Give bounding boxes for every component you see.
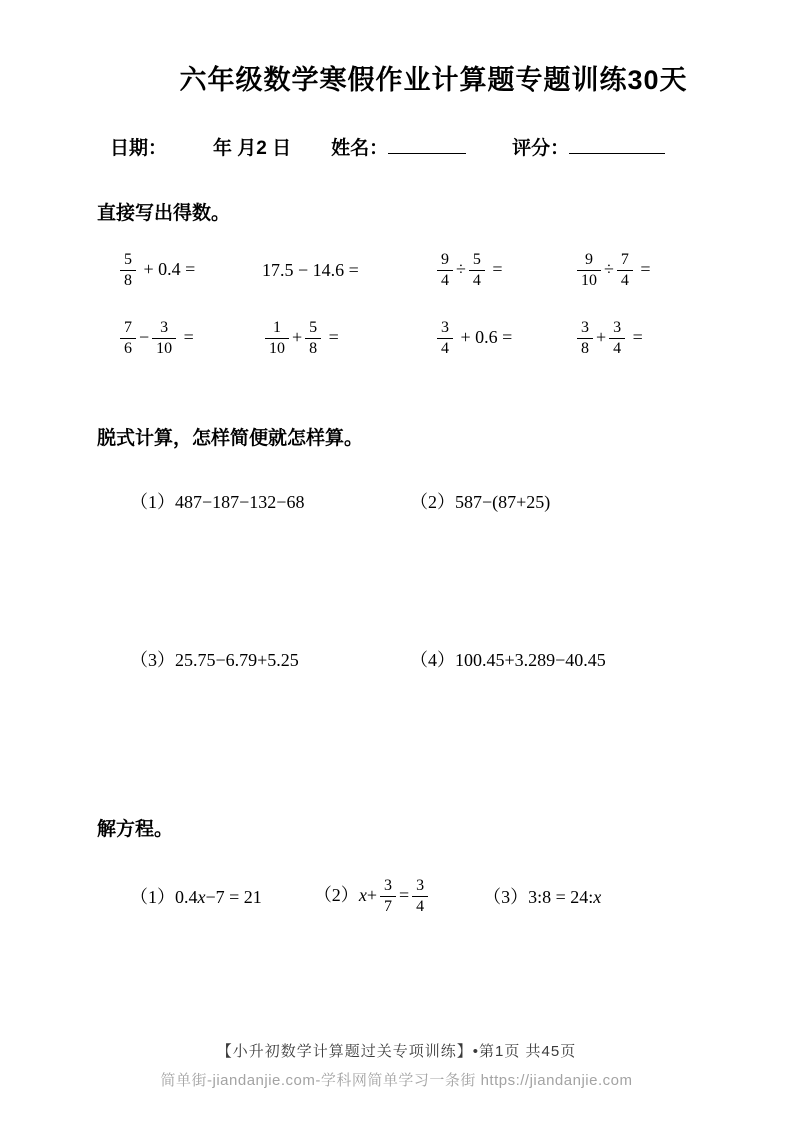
problem-label: （1）: [130, 887, 175, 908]
fraction: $\frac{1}{10}$: [265, 319, 289, 359]
problem: [130, 646, 410, 672]
section2-heading: 脱式计算，怎样简便就怎样算。: [97, 427, 364, 449]
name-blank: [388, 134, 466, 154]
header-line: [97, 133, 733, 160]
problem: [410, 646, 733, 672]
math-expression: $\frac{1}{10}$ + $\frac{5}{8}$ =: [262, 319, 434, 359]
problem: [130, 883, 262, 909]
math-expression: $\frac{3}{8}$ + $\frac{3}{4}$ =: [574, 319, 733, 359]
fraction: $\frac{3}{8}$: [577, 319, 593, 359]
problem: [483, 883, 601, 909]
fraction: $\frac{9}{4}$: [437, 251, 453, 291]
math-expression: 25.75−6.79+5.25: [175, 649, 299, 670]
math-expression: $\frac{5}{8}$ + 0.4 =: [117, 251, 262, 291]
section2-row-2: [97, 646, 733, 672]
footer-site-link: 简单街-jiandanjie.com-学科网简单学习一条街 https://jiandanjie.com: [160, 1072, 633, 1089]
score-blank: [569, 134, 665, 154]
problem-label: （2）: [313, 884, 359, 905]
fraction: $\frac{7}{6}$: [120, 319, 136, 359]
math-expression: $\frac{9}{10}$ ÷ $\frac{7}{4}$ =: [574, 251, 733, 291]
fraction: $\frac{3}{4}$: [412, 877, 428, 917]
math-expression: 100.45+3.289−40.45: [455, 649, 606, 670]
problem: [130, 488, 410, 514]
math-variable: x: [593, 887, 602, 908]
fraction: $\frac{3}{4}$: [437, 319, 453, 359]
name-label: 姓名：: [331, 138, 389, 159]
math-expression: $\frac{7}{6}$ − $\frac{3}{10}$ =: [117, 319, 262, 359]
fraction: $\frac{5}{8}$: [305, 319, 321, 359]
math-expression: $\frac{3}{4}$ + 0.6 =: [434, 319, 574, 359]
math-expression: 3:8 = 24:x: [528, 887, 602, 908]
page-footer: [0, 1040, 793, 1090]
math-variable: x: [358, 884, 367, 905]
math-expression: x+ $\frac{3}{7}$ = $\frac{3}{4}$: [359, 885, 431, 905]
math-expression: 587−(87+25): [455, 491, 551, 512]
fraction: $\frac{9}{10}$: [577, 251, 601, 291]
section3-row: [97, 877, 733, 917]
math-expression: $\frac{9}{4}$ ÷ $\frac{5}{4}$ =: [434, 251, 574, 291]
date-value: 年 月2 日: [213, 138, 292, 159]
section2-row-1: [97, 488, 733, 514]
math-expression: 487−187−132−68: [175, 491, 305, 512]
section3-heading: 解方程。: [97, 818, 174, 840]
fraction: $\frac{5}{4}$: [469, 251, 485, 291]
fraction: $\frac{5}{8}$: [120, 251, 136, 291]
problem: [410, 488, 733, 514]
problem-label: （1）: [130, 491, 175, 512]
score-label: 评分：: [512, 138, 570, 159]
section1-problem-grid: [97, 251, 733, 359]
problem-label: （3）: [483, 887, 529, 908]
page-title: 六年级数学寒假作业计算题专题训练30天: [179, 65, 688, 95]
fraction: $\frac{3}{7}$: [380, 877, 396, 917]
date-label: 日期：: [110, 138, 168, 159]
fraction: $\frac{3}{10}$: [152, 319, 176, 359]
footer-page-info: 【小升初数学计算题过关专项训练】•第1页 共45页: [216, 1043, 577, 1060]
math-expression: 0.4x−7 = 21: [175, 887, 262, 908]
problem-label: （3）: [130, 649, 175, 670]
math-variable: x: [197, 887, 206, 908]
math-expression: 17.5 − 14.6 =: [262, 260, 359, 281]
problem-label: （2）: [410, 491, 455, 512]
fraction: $\frac{3}{4}$: [609, 319, 625, 359]
problem: [314, 877, 431, 917]
section1-heading: 直接写出得数。: [97, 203, 231, 224]
fraction: $\frac{7}{4}$: [617, 251, 633, 291]
problem-label: （4）: [410, 649, 455, 670]
